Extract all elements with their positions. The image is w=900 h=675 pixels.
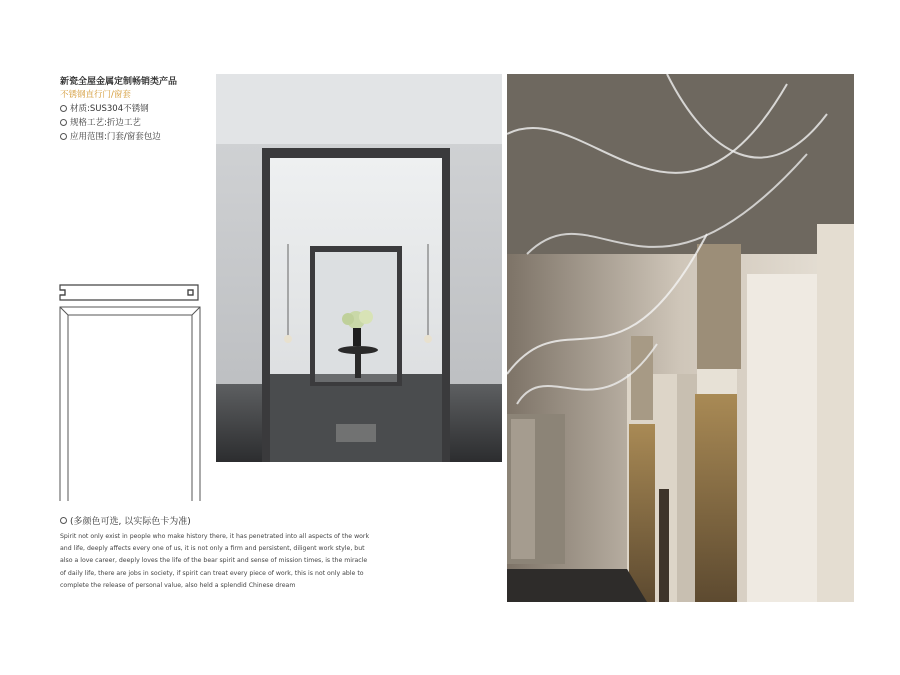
product-title: 新瓷全屋金属定制畅销类产品 (60, 77, 178, 87)
spec-material-label: 材质:SUS304不锈钢 (70, 104, 149, 114)
spec-material (60, 102, 149, 114)
bullet-circle-icon (60, 105, 67, 112)
bullet-circle-icon (60, 517, 67, 524)
corridor-photo (216, 74, 502, 462)
color-note (60, 514, 191, 527)
spec-application-label: 应用范围:门套/窗套包边 (70, 132, 161, 142)
description-paragraph: Spirit not only exist in people who make history there, it has penetrated into all aspects of the work and life, deeply affects every one of us, it is not only a firm and persistent, diligent work style, but also a love career, deeply loves the life of the bear spirit and sense of mission times, is the miracle of daily life, there are jobs in society, if spirit can treat every piece of work, this is not only able to complete the release of personal value, also held a splendid Chinese dream (60, 533, 370, 589)
elevator-lobby-photo (507, 74, 854, 602)
spec-process (60, 116, 141, 128)
product-subtitle: 不锈钢直行门/窗套 (60, 90, 131, 100)
color-note-text: (多颜色可选, 以实际色卡为准) (70, 517, 191, 527)
bullet-circle-icon (60, 133, 67, 140)
bullet-circle-icon (60, 119, 67, 126)
spec-application (60, 130, 161, 142)
door-frame-drawing (58, 305, 202, 505)
spec-process-label: 规格工艺:折边工艺 (70, 118, 141, 128)
profile-section-drawing (56, 282, 202, 304)
